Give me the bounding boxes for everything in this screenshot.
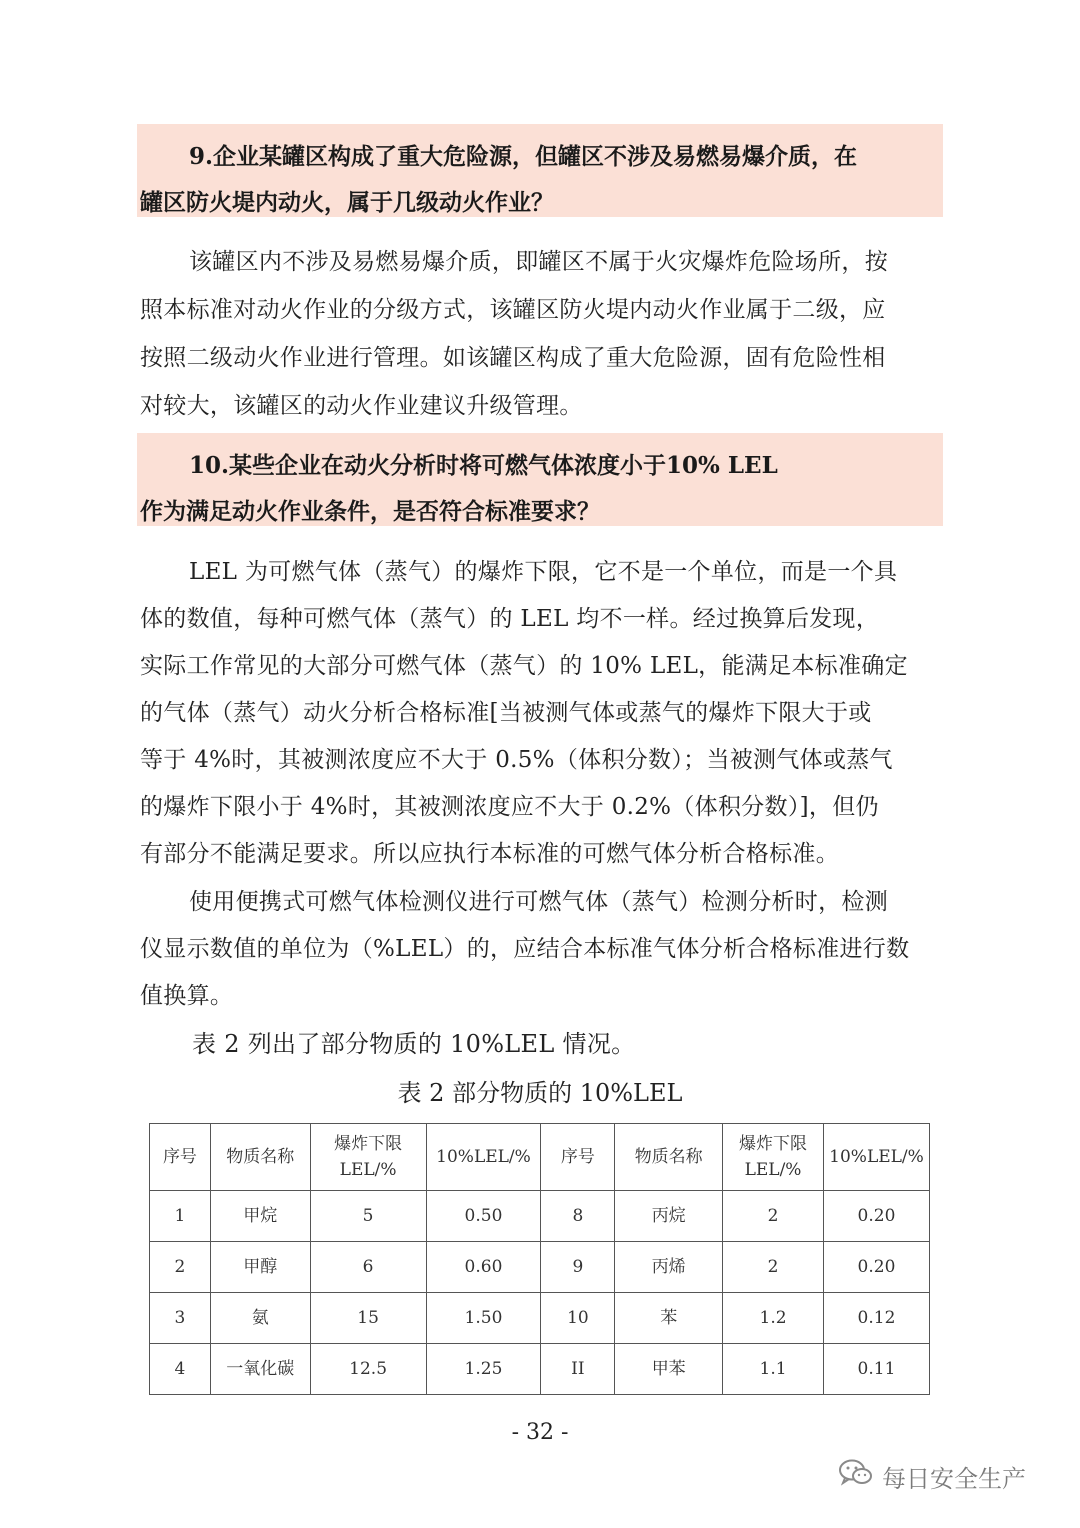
- header-lel: [723, 1124, 824, 1191]
- header-lel-line-2: LEL/%: [744, 1160, 802, 1180]
- cell-10lel: 0.11: [823, 1344, 929, 1395]
- cell-lel: 2: [723, 1242, 824, 1293]
- answer-10-continued-line: 使用便携式可燃气体检测仪进行可燃气体（蒸气）检测分析时，检测: [189, 889, 888, 915]
- wechat-icon: [838, 1458, 874, 1494]
- answer-9-line: 对较大，该罐区的动火作业建议升级管理。: [140, 393, 583, 419]
- answer-10-line: 等于 4%时，其被测浓度应不大于 0.5%（体积分数）；当被测气体或蒸气: [140, 747, 893, 773]
- table-row: [150, 1293, 930, 1344]
- cell-substance: 丙烷: [615, 1191, 723, 1242]
- table-intro-text: 表 2 列出了部分物质的 10%LEL 情况。: [192, 1030, 636, 1058]
- question-9-line-1: 9.企业某罐区构成了重大危险源，但罐区不涉及易燃易爆介质，在: [189, 143, 858, 170]
- cell-substance: 丙烯: [615, 1242, 723, 1293]
- cell-index: 3: [150, 1293, 211, 1344]
- cell-10lel: 0.20: [823, 1191, 929, 1242]
- question-10-line-2: 作为满足动火作业条件，是否符合标准要求？: [140, 498, 600, 525]
- cell-10lel: 0.50: [426, 1191, 541, 1242]
- header-index: 序号: [541, 1124, 615, 1191]
- answer-9-line: 按照二级动火作业进行管理。如该罐区构成了重大危险源，固有危险性相: [140, 345, 886, 371]
- table-header-row: [150, 1124, 930, 1191]
- table-row: [150, 1242, 930, 1293]
- header-10lel: 10%LEL/%: [426, 1124, 541, 1191]
- cell-lel: 1.1: [723, 1344, 824, 1395]
- answer-10-line: 的爆炸下限小于 4%时，其被测浓度应不大于 0.2%（体积分数）]，但仍: [140, 794, 879, 820]
- answer-10-line: 体的数值，每种可燃气体（蒸气）的 LEL 均不一样。经过换算后发现，: [140, 606, 880, 632]
- watermark-text: 每日安全生产: [882, 1464, 1026, 1493]
- cell-10lel: 1.50: [426, 1293, 541, 1344]
- cell-substance: 甲醇: [210, 1242, 310, 1293]
- answer-10-continued-line: 值换算。: [140, 983, 234, 1009]
- cell-index: 10: [541, 1293, 615, 1344]
- header-lel: [310, 1124, 426, 1191]
- cell-lel: 2: [723, 1191, 824, 1242]
- answer-9-line: 照本标准对动火作业的分级方式，该罐区防火堤内动火作业属于二级，应: [140, 297, 886, 323]
- watermark: [838, 1456, 1026, 1496]
- cell-substance: 苯: [615, 1293, 723, 1344]
- cell-lel: 1.2: [723, 1293, 824, 1344]
- header-substance: 物质名称: [210, 1124, 310, 1191]
- cell-index: 1: [150, 1191, 211, 1242]
- cell-substance: 甲苯: [615, 1344, 723, 1395]
- question-9-block: [137, 124, 943, 217]
- cell-lel: 12.5: [310, 1344, 426, 1395]
- cell-substance: 氨: [210, 1293, 310, 1344]
- header-index: 序号: [150, 1124, 211, 1191]
- answer-10-continued-line: 仪显示数值的单位为（%LEL）的，应结合本标准气体分析合格标准进行数: [140, 936, 910, 962]
- header-lel-line-1: 爆炸下限: [334, 1133, 403, 1154]
- cell-index: 9: [541, 1242, 615, 1293]
- cell-10lel: 0.12: [823, 1293, 929, 1344]
- answer-10-line: 有部分不能满足要求。所以应执行本标准的可燃气体分析合格标准。: [140, 841, 839, 867]
- question-9-line-2: 罐区防火堤内动火，属于几级动火作业？: [140, 189, 554, 216]
- answer-10-line: 的气体（蒸气）动火分析合格标准[当被测气体或蒸气的爆炸下限大于或: [140, 700, 872, 726]
- cell-index: 2: [150, 1242, 211, 1293]
- answer-10-line: 实际工作常见的大部分可燃气体（蒸气）的 10% LEL，能满足本标准确定: [140, 653, 908, 679]
- table-row: [150, 1191, 930, 1242]
- cell-10lel: 0.20: [823, 1242, 929, 1293]
- cell-10lel: 1.25: [426, 1344, 541, 1395]
- cell-10lel: 0.60: [426, 1242, 541, 1293]
- page-number: - 32 -: [511, 1420, 569, 1445]
- header-lel-line-1: 爆炸下限: [739, 1133, 808, 1154]
- cell-lel: 15: [310, 1293, 426, 1344]
- header-substance: 物质名称: [615, 1124, 723, 1191]
- cell-lel: 5: [310, 1191, 426, 1242]
- table-caption: 表 2 部分物质的 10%LEL: [397, 1079, 683, 1107]
- lel-table: [149, 1123, 930, 1395]
- cell-index: 8: [541, 1191, 615, 1242]
- cell-index: II: [541, 1344, 615, 1395]
- cell-substance: 甲烷: [210, 1191, 310, 1242]
- cell-substance: 一氧化碳: [210, 1344, 310, 1395]
- header-10lel: 10%LEL/%: [823, 1124, 929, 1191]
- answer-9-line: 该罐区内不涉及易燃易爆介质，即罐区不属于火灾爆炸危险场所，按: [189, 249, 888, 275]
- question-10-line-1: 10.某些企业在动火分析时将可燃气体浓度小于10% LEL: [189, 452, 778, 479]
- header-lel-line-2: LEL/%: [339, 1160, 397, 1180]
- cell-index: 4: [150, 1344, 211, 1395]
- answer-10-line: LEL 为可燃气体（蒸气）的爆炸下限，它不是一个单位，而是一个具: [189, 559, 898, 585]
- question-10-block: [137, 433, 943, 526]
- table-row: [150, 1344, 930, 1395]
- cell-lel: 6: [310, 1242, 426, 1293]
